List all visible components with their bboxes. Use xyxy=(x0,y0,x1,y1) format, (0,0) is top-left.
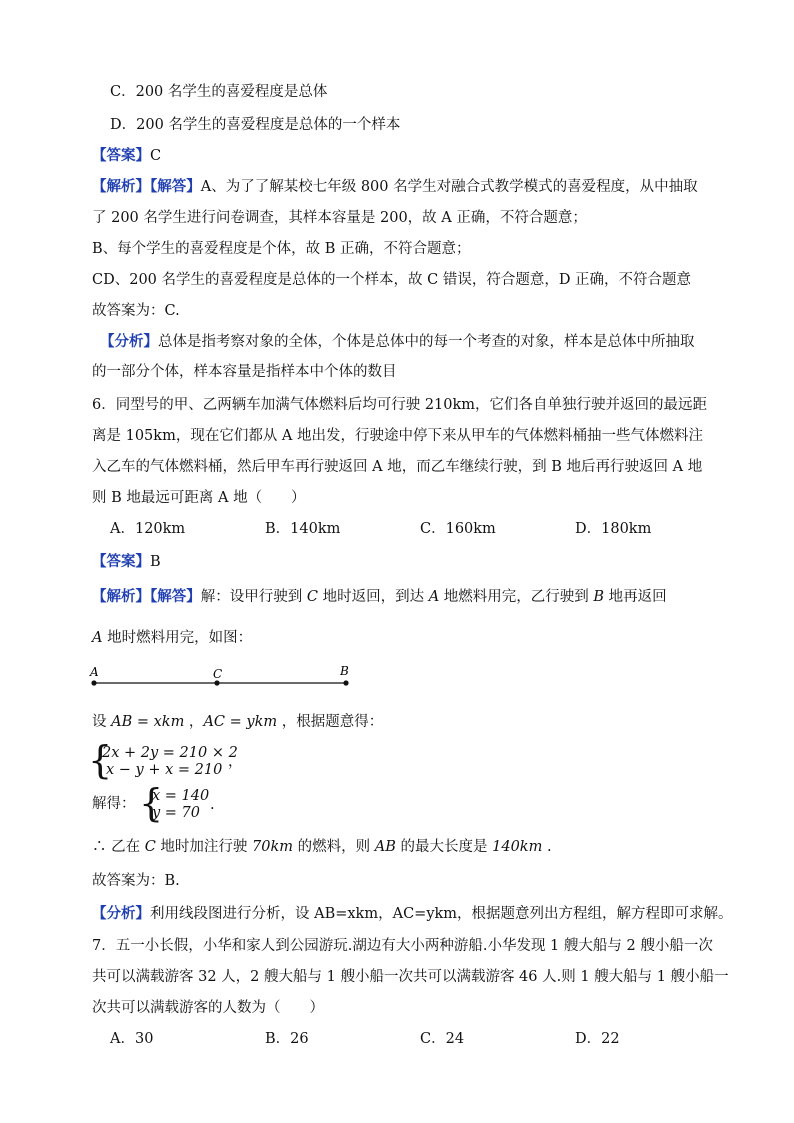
fenxi-tag: 【分析】 xyxy=(100,333,158,350)
solution-text: ∴ 乙在 xyxy=(92,839,145,855)
answer-tag: 【答案】 xyxy=(92,147,150,164)
equation-2: x − y + x = 210 xyxy=(106,762,223,778)
answer-line xyxy=(92,146,161,166)
question-stem: 7．五一小长假，小华和家人到公园游玩.湖边有大小两种游船.小华发现 1 艘大船与 2 艘小船一次 xyxy=(92,938,713,954)
solution-text: 的最大长度是 xyxy=(395,839,493,855)
solution-text: 地燃料用完，乙行驶到 xyxy=(439,589,594,605)
period: . xyxy=(210,797,215,813)
option-c: C．160km xyxy=(420,521,496,537)
point-c xyxy=(214,680,219,685)
math-expr: 70km xyxy=(252,839,294,855)
brace-icon: { xyxy=(139,781,164,825)
result-1: x = 140 xyxy=(152,788,210,804)
math-expr: 140km xyxy=(492,839,543,855)
answer-value: C xyxy=(150,148,162,164)
point-b xyxy=(343,680,348,685)
fenxi-text: 总体是指考察对象的全体，个体是总体中的每一个考查的对象，样本是总体中所抽取 xyxy=(158,334,695,350)
option-d: D．180km xyxy=(575,521,652,537)
result-2: y = 70 xyxy=(152,805,201,821)
answer-value: B xyxy=(150,554,161,570)
solution-text: 的燃料，则 xyxy=(293,839,375,855)
fenxi-text: 的一部分个体，样本容量是指样本中个体的数目 xyxy=(92,364,397,380)
question-stem: 6．同型号的甲、乙两辆车加满气体燃料后均可行驶 210km，它们各自单独行驶并返回的最远距 xyxy=(92,397,708,413)
option-d: D．200 名学生的喜爱程度是总体的一个样本 xyxy=(110,117,401,133)
question-stem: 共可以满载游客 32 人，2 艘大船与 1 艘小船一次共可以满载游客 46 人.则 1 艘大船与 1 艘小船一 xyxy=(92,969,729,985)
solved-label: 解得： xyxy=(92,796,136,812)
question-stem: 则 B 地最远可距离 A 地（ ） xyxy=(92,490,306,506)
fenxi-line xyxy=(100,332,695,352)
math-var: C xyxy=(144,839,156,855)
solution-tag: 【解答】 xyxy=(150,588,201,605)
label-b: B xyxy=(340,664,349,678)
option-c: C．200 名学生的喜爱程度是总体 xyxy=(110,84,328,100)
solution-text: 地时加注行驶 xyxy=(155,839,253,855)
fenxi-tag: 【分析】 xyxy=(92,905,150,922)
option-b: B．26 xyxy=(265,1031,309,1047)
option-a: A．120km xyxy=(110,521,186,537)
question-stem: 次共可以满载游客的人数为（ ） xyxy=(92,1000,324,1016)
label-c: C xyxy=(213,667,223,681)
fenxi-line xyxy=(92,904,733,924)
solution-text: B、每个学生的喜爱程度是个体，故 B 正确，不符合题意； xyxy=(92,241,471,257)
segment-diagram xyxy=(86,664,356,694)
solution-text: CD、200 名学生的喜爱程度是总体的一个样本，故 C 错误，符合题意，D 正确，不符合题意 xyxy=(92,272,692,288)
question-stem: 入乙车的气体燃料桶，然后甲车再行驶返回 A 地，而乙车继续行驶，到 B 地后再行驶返回 A 地 xyxy=(92,459,703,475)
fenxi-text: 利用线段图进行分析，设 AB=xkm，AC=ykm，根据题意列出方程组，解方程即可求解。 xyxy=(150,906,733,922)
solution-text: . xyxy=(542,839,552,855)
final-answer: 故答案为：B. xyxy=(92,873,180,889)
solution-text: 设 xyxy=(92,714,112,730)
analysis-line xyxy=(92,587,667,607)
solution-text: 地时返回，到达 xyxy=(317,589,429,605)
math-var: C xyxy=(306,589,318,605)
conclusion-line xyxy=(92,837,552,857)
math-var: A xyxy=(428,589,440,605)
solution-text xyxy=(92,628,252,648)
solution-text: 故答案为：C. xyxy=(92,303,180,319)
solution-text: 地时燃料用完，如图： xyxy=(102,630,253,646)
solution-text: ， xyxy=(184,714,204,730)
math-var: AB xyxy=(374,839,396,855)
brace-icon: { xyxy=(88,738,113,782)
analysis-tag: 【解析】 xyxy=(92,588,150,605)
math-expr: AC = ykm xyxy=(203,714,278,730)
answer-line xyxy=(92,552,161,572)
solution-text: 解：设甲行驶到 xyxy=(200,589,307,605)
point-a xyxy=(91,680,96,685)
solution-text: ，根据题意得： xyxy=(277,714,384,730)
question-stem: 离是 105km，现在它们都从 A 地出发，行驶途中停下来从甲车的气体燃料桶抽一些气体燃料注 xyxy=(92,428,704,444)
analysis-line xyxy=(92,177,698,197)
label-a: A xyxy=(90,665,99,679)
setup-line xyxy=(92,712,383,732)
solution-text: 地再返回 xyxy=(604,589,667,605)
option-a: A．30 xyxy=(110,1031,154,1047)
option-b: B．140km xyxy=(265,521,341,537)
solution-text: 了 200 名学生进行问卷调查，其样本容量是 200，故 A 正确，不符合题意； xyxy=(92,210,587,226)
analysis-tag: 【解析】 xyxy=(92,178,150,195)
option-d: D．22 xyxy=(575,1031,620,1047)
comma: ， xyxy=(228,754,243,770)
equation-1: 2x + 2y = 210 × 2 xyxy=(102,745,238,761)
math-expr: AB = xkm xyxy=(111,714,185,730)
math-var: A xyxy=(92,630,103,646)
solution-text: A、为了了解某校七年级 800 名学生对融合式教学模式的喜爱程度，从中抽取 xyxy=(200,179,698,195)
math-var: B xyxy=(593,589,605,605)
option-c: C．24 xyxy=(420,1031,465,1047)
solution-tag: 【解答】 xyxy=(150,178,201,195)
answer-tag: 【答案】 xyxy=(92,553,150,570)
